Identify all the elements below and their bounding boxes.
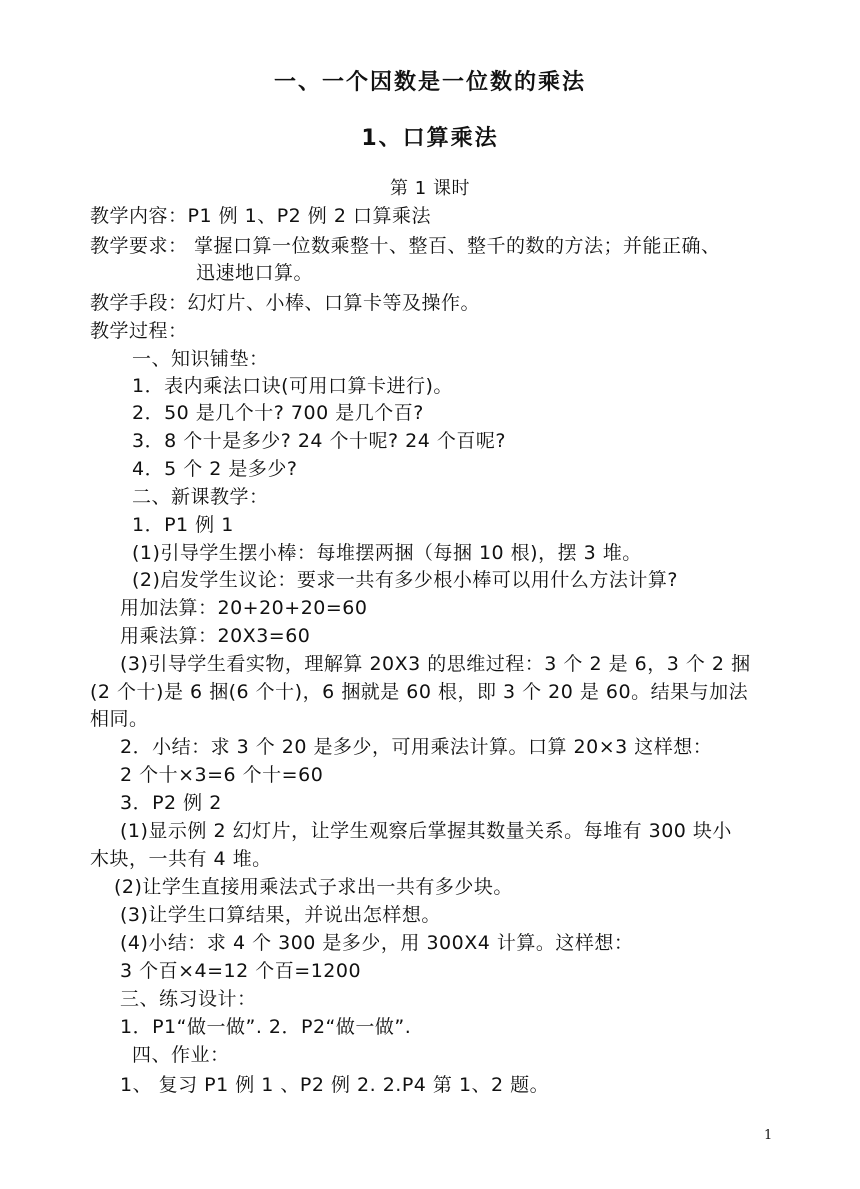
text-line: 用乘法算：20X3=60: [120, 625, 311, 647]
text-line: 教学手段：幻灯片、小棒、口算卡等及操作。: [90, 292, 481, 314]
text-line: 迅速地口算。: [196, 262, 314, 284]
section-heading: 二、新课教学：: [132, 486, 269, 508]
section-heading: 一、知识铺垫：: [132, 348, 269, 370]
text-line: (4)小结：求 4 个 300 是多少，用 300X4 计算。这样想：: [120, 932, 634, 954]
text-line: 1．P1 例 1: [132, 514, 234, 536]
text-line: 教学过程：: [90, 320, 188, 342]
section-heading: 三、练习设计：: [120, 988, 257, 1010]
text-line: (1)显示例 2 幻灯片，让学生观察后掌握其数量关系。每堆有 300 块小: [120, 820, 732, 842]
section-heading: 四、作业：: [132, 1044, 230, 1066]
text-line: 4．5 个 2 是多少?: [132, 458, 298, 480]
text-line: (2)让学生直接用乘法式子求出一共有多少块。: [114, 876, 513, 898]
text-line: 相同。: [90, 708, 149, 730]
text-line: (1)引导学生摆小棒：每堆摆两捆（每捆 10 根)，摆 3 堆。: [132, 542, 642, 564]
lesson-label: 第 1 课时: [390, 178, 470, 199]
text-line: 2 个十×3=6 个十=60: [120, 764, 324, 786]
text-line: 3．P2 例 2: [120, 792, 222, 814]
text-line: 教学内容：P1 例 1、P2 例 2 口算乘法: [90, 205, 431, 227]
text-line: 1．表内乘法口诀(可用口算卡进行)。: [132, 375, 453, 397]
page-number: 1: [764, 1128, 773, 1143]
text-line: 3 个百×4=12 个百=1200: [120, 960, 362, 982]
text-line: 3．8 个十是多少? 24 个十呢? 24 个百呢?: [132, 430, 506, 452]
text-line: 木块，一共有 4 堆。: [90, 848, 272, 870]
text-line: (3)让学生口算结果，并说出怎样想。: [120, 904, 441, 926]
text-line: (2 个十)是 6 捆(6 个十)，6 捆就是 60 根，即 3 个 20 是 60。结果与加法: [90, 681, 749, 703]
text-line: (3)引导学生看实物，理解算 20X3 的思维过程：3 个 2 是 6，3 个 2 捆: [120, 653, 751, 675]
text-line: 2．50 是几个十? 700 是几个百?: [132, 402, 424, 424]
text-line: 用加法算：20+20+20=60: [120, 597, 368, 619]
text-line: 2．小结：求 3 个 20 是多少，可用乘法计算。口算 20×3 这样想：: [120, 736, 713, 758]
section-subtitle: 1、口算乘法: [361, 126, 499, 151]
text-line: (2)启发学生议论：要求一共有多少根小棒可以用什么方法计算?: [132, 569, 678, 591]
document-title: 一、一个因数是一位数的乘法: [273, 70, 586, 95]
text-line: 1、 复习 P1 例 1 、P2 例 2. 2.P4 第 1、2 题。: [120, 1074, 550, 1096]
text-line: 1．P1“做一做”. 2．P2“做一做”.: [120, 1016, 412, 1038]
text-line: 教学要求： 掌握口算一位数乘整十、整百、整千的数的方法；并能正确、: [90, 235, 721, 257]
